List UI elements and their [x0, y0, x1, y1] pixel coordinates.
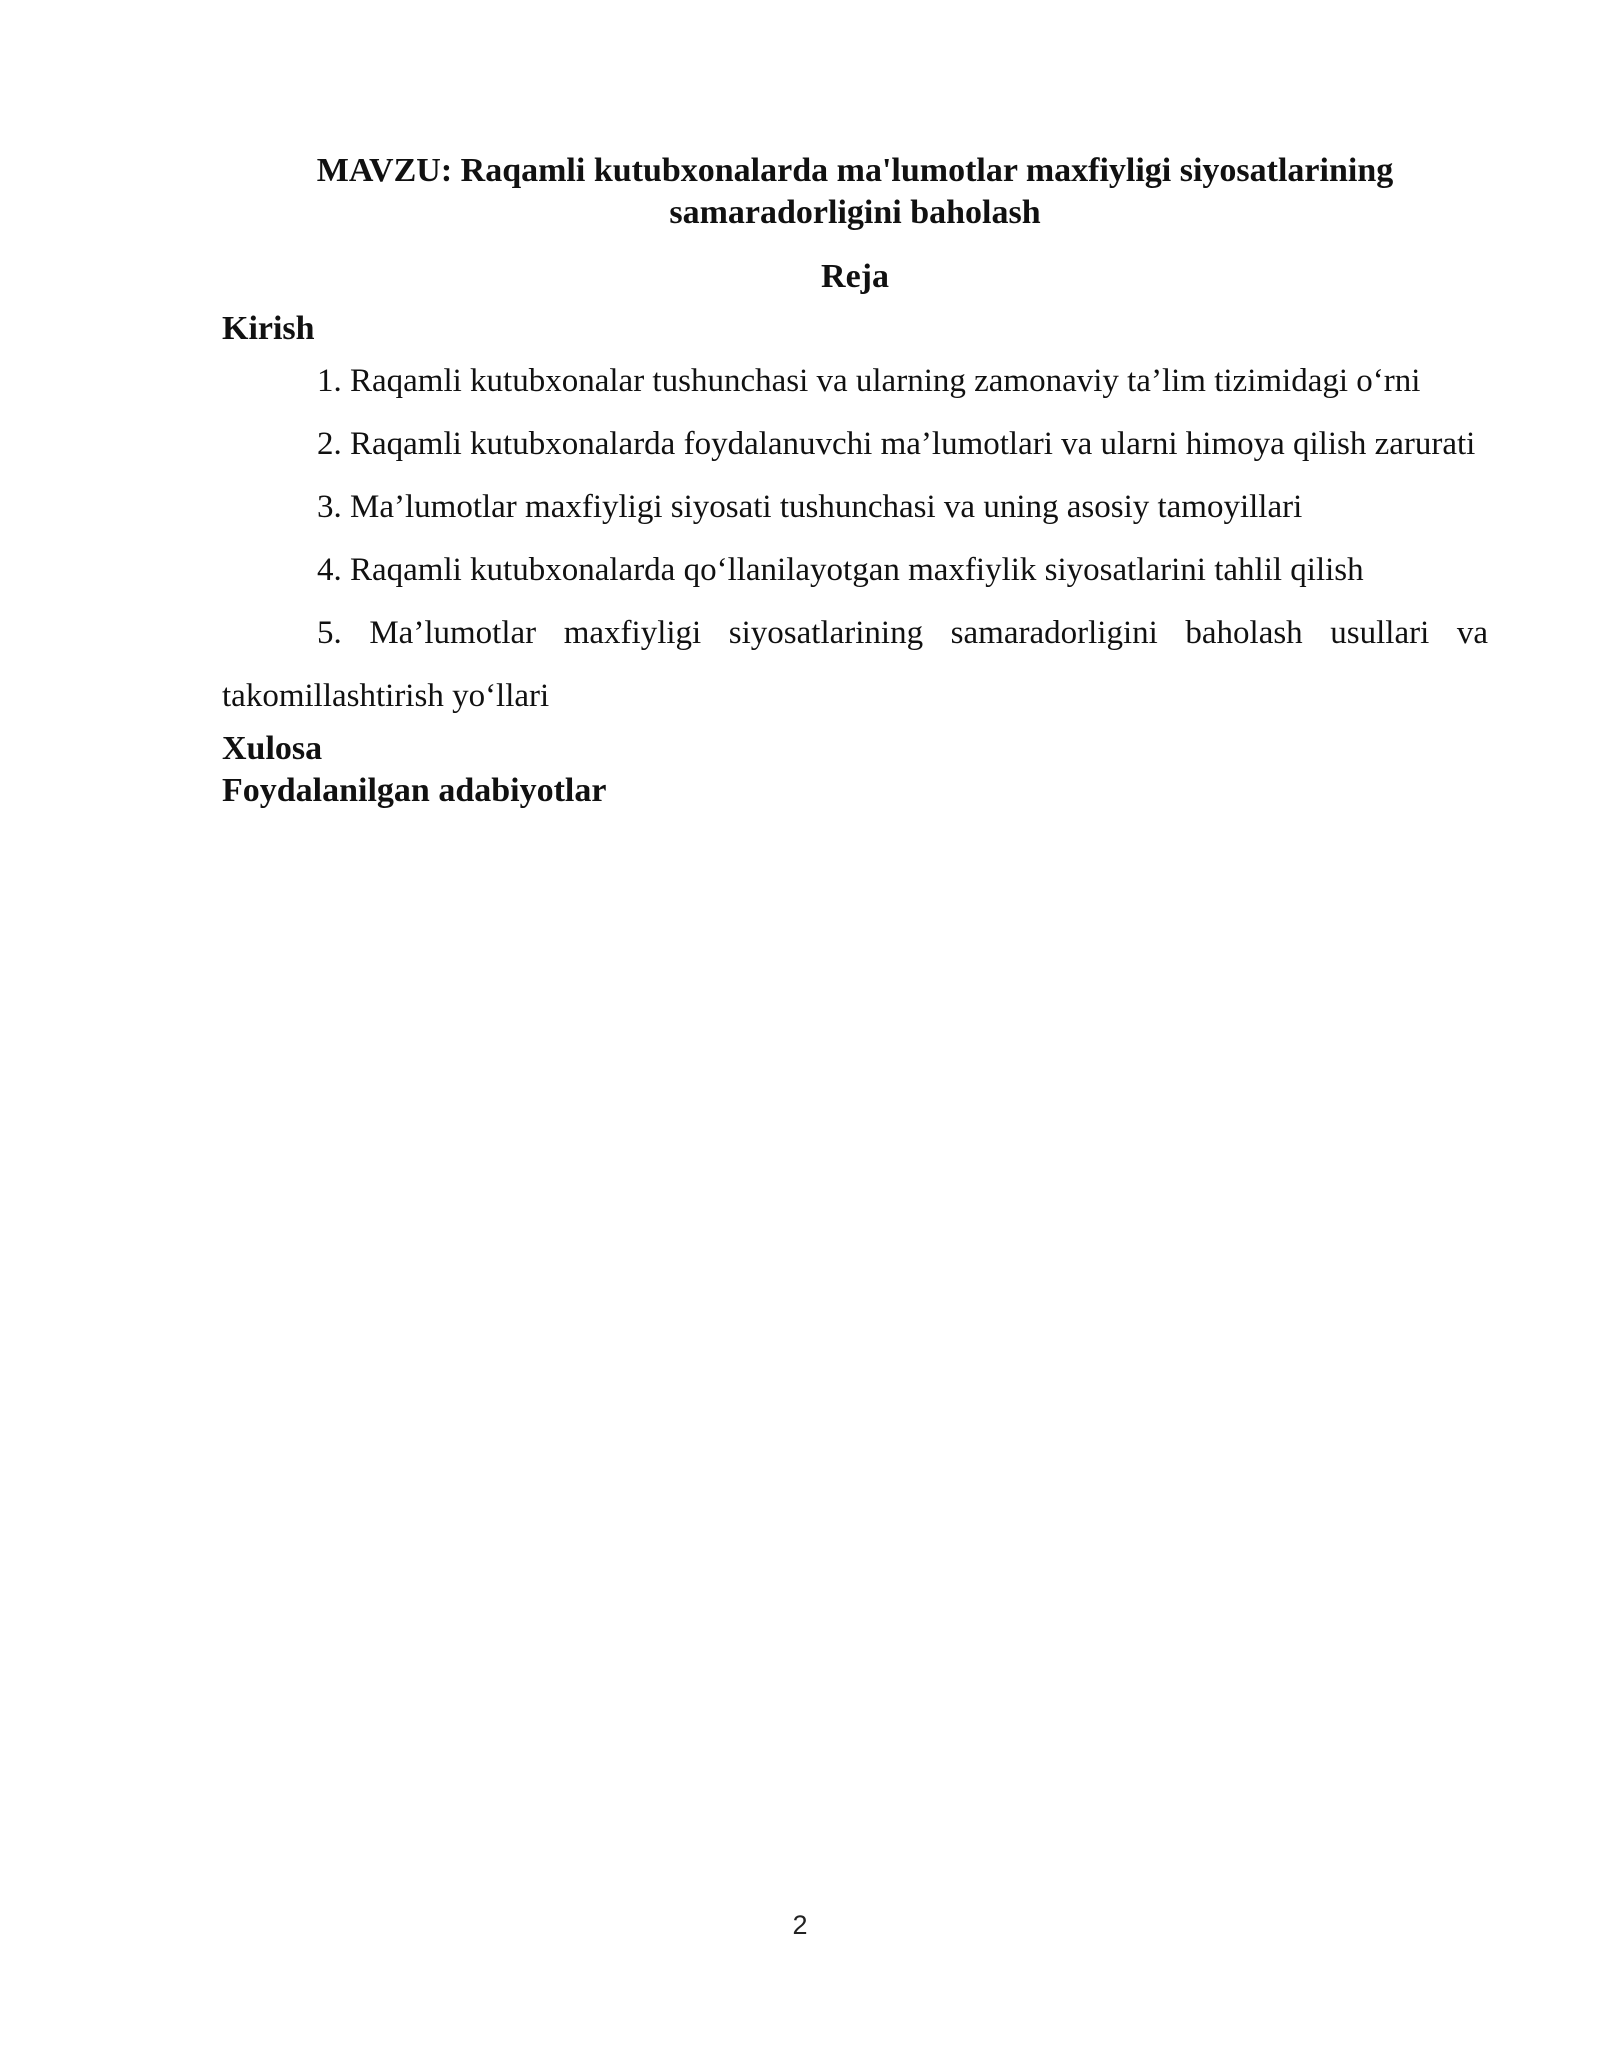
page-content [222, 150, 1488, 812]
plan-item-2: 2. Raqamli kutubxonalarda foydalanuvchi ma’lumotlari va ularni himoya qilish zarurati [317, 426, 1476, 462]
plan-item-1: 1. Raqamli kutubxonalar tushunchasi va ularning zamonaviy ta’lim tizimidagi o‘rni [317, 363, 1421, 399]
conclusion-heading: Xulosa [222, 730, 323, 767]
plan-heading: Reja [821, 258, 889, 295]
plan-list [222, 350, 1488, 728]
plan-item-4: 4. Raqamli kutubxonalarda qo‘llanilayotgan maxfiylik siyosatlarini tahlil qilish [317, 552, 1364, 588]
plan-item-5: 5. Ma’lumotlar maxfiyligi siyosatlarining samaradorligini baholash usullari va takomillashtirish yo‘llari [222, 615, 1488, 714]
references-heading: Foydalanilgan adabiyotlar [222, 772, 607, 809]
plan-item-3: 3. Ma’lumotlar maxfiyligi siyosati tushunchasi va uning asosiy tamoyillari [317, 489, 1303, 525]
document-title: MAVZU: Raqamli kutubxonalarda ma'lumotlar maxfiyligi siyosatlarining samaradorligini baholash [316, 152, 1394, 231]
intro-heading: Kirish [222, 310, 315, 347]
page-number: 2 [792, 1910, 808, 1940]
